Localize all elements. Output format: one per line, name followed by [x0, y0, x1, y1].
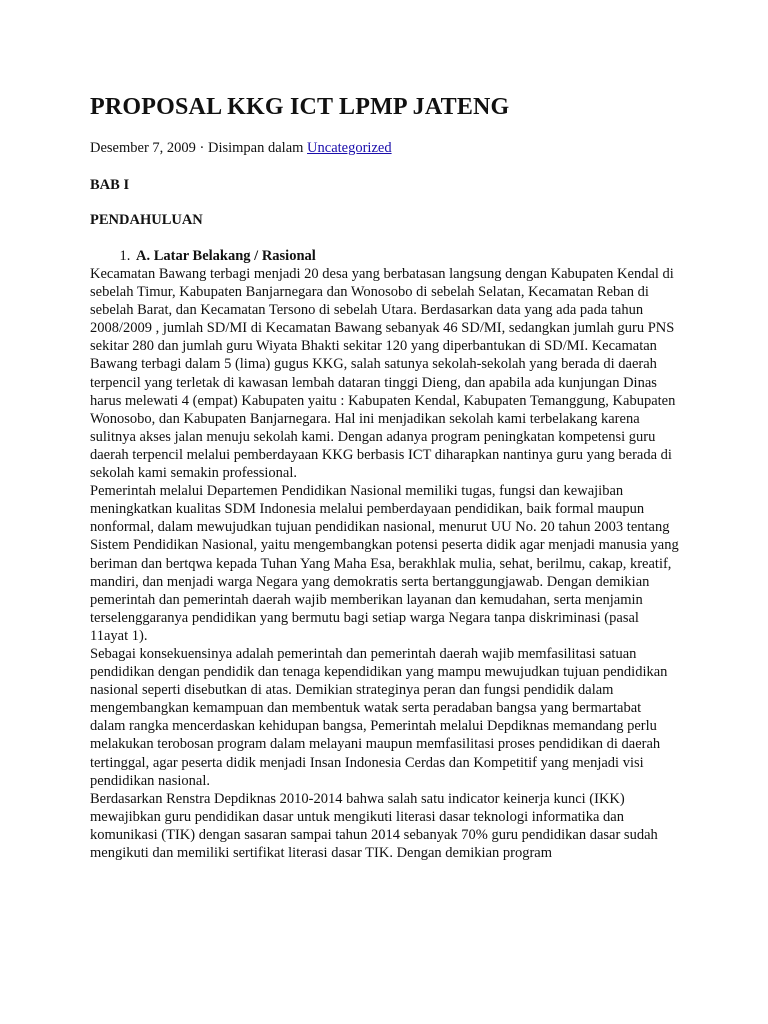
category-link[interactable]: Uncategorized — [307, 140, 392, 156]
paragraph-4: Berdasarkan Renstra Depdiknas 2010-2014 bahwa salah satu indicator keinerja kunci (IKK) mewajibkan guru pendidikan dasar untuk mengikuti literasi dasar teknologi informatika dan komunikasi (TIK) dengan sasaran sampai tahun 2014 sebanyak 70% guru pendidikan dasar sudah mengikuti dan memiliki sertifikat literasi dasar TIK. Dengan demikian program — [90, 790, 658, 861]
chapter-heading: BAB I — [90, 177, 130, 193]
list-item-label: A. Latar Belakang / Rasional — [136, 248, 316, 264]
post-date-and-label: Desember 7, 2009 · Disimpan dalam — [90, 140, 308, 156]
list-item — [134, 247, 680, 265]
section-heading: PENDAHULUAN — [90, 212, 203, 228]
paragraph-3: Sebagai konsekuensinya adalah pemerintah dan pemerintah daerah wajib memfasilitasi satuan pendidikan dengan pendidik dan tenaga kependidikan yang mampu mewujudkan tujuan pendidikan nasional seperti disebutkan di atas. Demikian strateginya peran dan fungsi pendidik dalam mengembangkan kemampuan dan membentuk watak serta peradaban bangsa yang bermartabat dalam rangka mencerdaskan kehidupan bangsa, Pemerintah melalui Depdiknas memandang perlu melakukan terobosan program dalam melayani maupun memfasilitasi proses pendidikan di daerah tertinggal, agar peserta didik menjadi Insan Indonesia Cerdas dan Kompetitif yang menjadi visi pendidikan nasional. — [90, 645, 668, 789]
document-title: PROPOSAL KKG ICT LPMP JATENG — [90, 94, 510, 120]
post-meta — [90, 139, 680, 157]
paragraph-2: Pemerintah melalui Departemen Pendidikan Nasional memiliki tugas, fungsi dan kewajiban meningkatkan kualitas SDM Indonesia melalui pemberdayaan pendidikan, baik formal maupun nonformal, dalam mewujudkan tujuan pendidikan nasional, menurut UU No. 20 tahun 2003 tentang Sistem Pendidikan Nasional, yaitu mengembangkan potensi peserta didik agar menjadi manusia yang beriman dan bertqwa kepada Tuhan Yang Maha Esa, berakhlak mulia, sehat, berilmu, cakap, kreatif, mandiri, dan menjadi warga Negara yang demokratis serta bertanggungjawab. Dengan demikian pemerintah dan pemerintah daerah wajib memberikan layanan dan kemudahan, serta menjamin terselenggaranya pendidikan yang bermutu bagi setiap warga Negara tanpa diskriminasi (pasal 11ayat 1). — [90, 483, 679, 644]
section-list — [90, 247, 680, 265]
paragraph-1: Kecamatan Bawang terbagi menjadi 20 desa yang berbatasan langsung dengan Kabupaten Kendal di sebelah Timur, Kabupaten Banjarnegara dan Wonosobo di sebelah Selatan, Kecamatan Reban di sebelah Barat, dan Kecamatan Tersono di sebelah Utara. Berdasarkan data yang ada pada tahun 2008/2009 , jumlah SD/MI di Kecamatan Bawang sebanyak 46 SD/MI, sedangkan jumlah guru PNS sekitar 280 dan jumlah guru Wiyata Bhakti sekitar 120 yang diperbantukan di SD/MI. Kecamatan Bawang terbagi dalam 5 (lima) gugus KKG, salah satunya sekolah-sekolah yang berada di daerah terpencil yang terletak di kawasan lembah dataran tinggi Dieng, dan apabila ada kunjungan Dinas harus melewati 4 (empat) Kabupaten yaitu : Kabupaten Kendal, Kabupaten Temanggung, Kabupaten Wonosobo, dan Kabupaten Banjarnegara. Hal ini menjadikan sekolah kami terbelakang karena sulitnya akses jalan menuju sekolah kami. Dengan adanya program peningkatan kompetensi guru daerah terpencil melalui pemberdayaan KKG berbasis ICT diharapkan nantinya guru yang berada di sekolah kami semakin professional. — [90, 266, 676, 482]
